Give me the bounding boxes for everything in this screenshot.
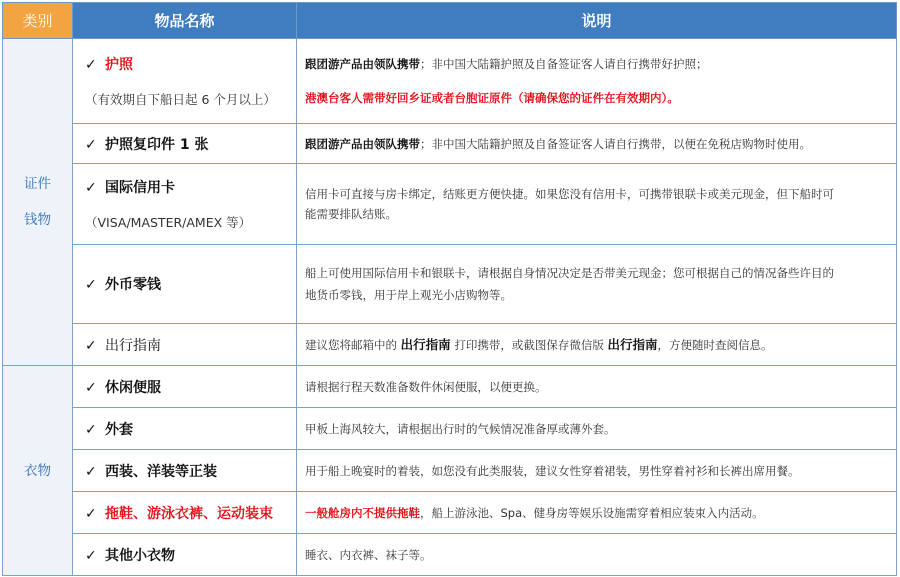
desc-formal-wear: 用于船上晚宴时的着装，如您没有此类服装，建议女性穿着裙装，男性穿着衬衫和长裤出席用餐。 (297, 450, 897, 492)
desc-text: ，方便随时查阅信息。 (657, 337, 773, 352)
item-name: 拖鞋、游泳衣裤、运动装束 (105, 505, 273, 522)
check-icon: ✓ (85, 421, 97, 438)
table-row (3, 39, 897, 124)
check-icon: ✓ (85, 379, 97, 396)
desc-bold: 跟团游产品由领队携带 (305, 57, 420, 71)
item-passport (73, 39, 297, 124)
item-sub: （有效期自下船日起 6 个月以上） (85, 92, 276, 107)
desc-line: 信用卡可直接与房卡绑定，结账更方便快捷。如果您没有信用卡，可携带银联卡或美元现金，但下船时可 (305, 187, 834, 201)
item-name: 出行指南 (105, 337, 161, 354)
desc-line: 地货币零钱，用于岸上观光小店购物等。 (305, 288, 512, 302)
item-other-clothing (73, 534, 297, 576)
desc-text: 打印携带，或截图保存微信版 (450, 337, 608, 352)
item-foreign-cash (73, 245, 297, 324)
header-item-name: 物品名称 (73, 3, 297, 39)
item-name: 护照 (105, 57, 133, 73)
check-icon: ✓ (85, 505, 97, 522)
desc-bold: 出行指南 (607, 336, 658, 352)
table-row (3, 164, 897, 245)
check-icon: ✓ (85, 277, 97, 293)
desc-bold: 跟团游产品由领队携带 (305, 136, 420, 151)
item-jacket (73, 408, 297, 450)
item-travel-guide (73, 324, 297, 366)
desc-text: ；非中国大陆籍护照及自备签证客人请自行携带好护照； (420, 57, 708, 71)
desc-casual-wear: 请根据行程天数准备数件休闲便服，以便更换。 (297, 366, 897, 408)
desc-slippers-swimwear (297, 492, 897, 534)
category-documents (3, 39, 73, 366)
desc-line: 能需要排队结账。 (305, 207, 397, 221)
item-sub: （VISA/MASTER/AMEX 等） (85, 215, 252, 230)
header-category: 类别 (3, 3, 73, 39)
category-documents-line2: 钱物 (24, 212, 51, 228)
item-casual-wear (73, 366, 297, 408)
desc-red: 港澳台客人需带好回乡证或者台胞证原件（请确保您的证件在有效期内）。 (305, 91, 679, 105)
item-passport-copy (73, 124, 297, 164)
table-row (3, 450, 897, 492)
item-name: 国际信用卡 (105, 180, 175, 196)
desc-bold: 出行指南 (400, 336, 451, 352)
desc-text: ；非中国大陆籍护照及自备签证客人请自行携带，以便在免税店购物时使用。 (420, 136, 811, 151)
check-icon: ✓ (85, 463, 97, 480)
item-name: 外币零钱 (105, 277, 161, 293)
packing-table (2, 2, 897, 576)
category-clothing: 衣物 (3, 366, 73, 576)
desc-text: 建议您将邮箱中的 (305, 337, 401, 352)
header-row (3, 3, 897, 39)
table-row (3, 245, 897, 324)
check-icon: ✓ (85, 547, 97, 564)
table-row (3, 324, 897, 366)
table-row (3, 408, 897, 450)
desc-passport-copy (297, 124, 897, 164)
item-name: 外套 (105, 421, 133, 438)
header-description: 说明 (297, 3, 897, 39)
table-row (3, 534, 897, 576)
desc-jacket: 甲板上海风较大，请根据出行时的气候情况准备厚或薄外套。 (297, 408, 897, 450)
desc-credit-card (297, 164, 897, 245)
desc-travel-guide (297, 324, 897, 366)
desc-other-clothing: 睡衣、内衣裤、袜子等。 (297, 534, 897, 576)
check-icon: ✓ (85, 337, 97, 354)
category-documents-line1: 证件 (24, 176, 51, 192)
check-icon: ✓ (85, 57, 97, 73)
desc-foreign-cash (297, 245, 897, 324)
desc-line: 船上可使用国际信用卡和银联卡，请根据自身情况决定是否带美元现金；您可根据自己的情况备些许目的 (305, 266, 834, 280)
table-row (3, 124, 897, 164)
desc-red: 一般舱房内不提供拖鞋 (305, 505, 420, 520)
item-name: 其他小衣物 (105, 547, 175, 564)
check-icon: ✓ (85, 180, 97, 196)
table-row (3, 492, 897, 534)
desc-text: ，船上游泳池、Spa、健身房等娱乐设施需穿着相应装束入内活动。 (420, 505, 764, 520)
table-row (3, 366, 897, 408)
desc-passport (297, 39, 897, 124)
item-name: 休闲便服 (105, 379, 161, 396)
item-formal-wear (73, 450, 297, 492)
item-slippers-swimwear (73, 492, 297, 534)
item-name: 护照复印件 1 张 (105, 136, 209, 153)
item-name: 西装、洋装等正装 (105, 463, 217, 480)
item-credit-card (73, 164, 297, 245)
check-icon: ✓ (85, 136, 97, 153)
